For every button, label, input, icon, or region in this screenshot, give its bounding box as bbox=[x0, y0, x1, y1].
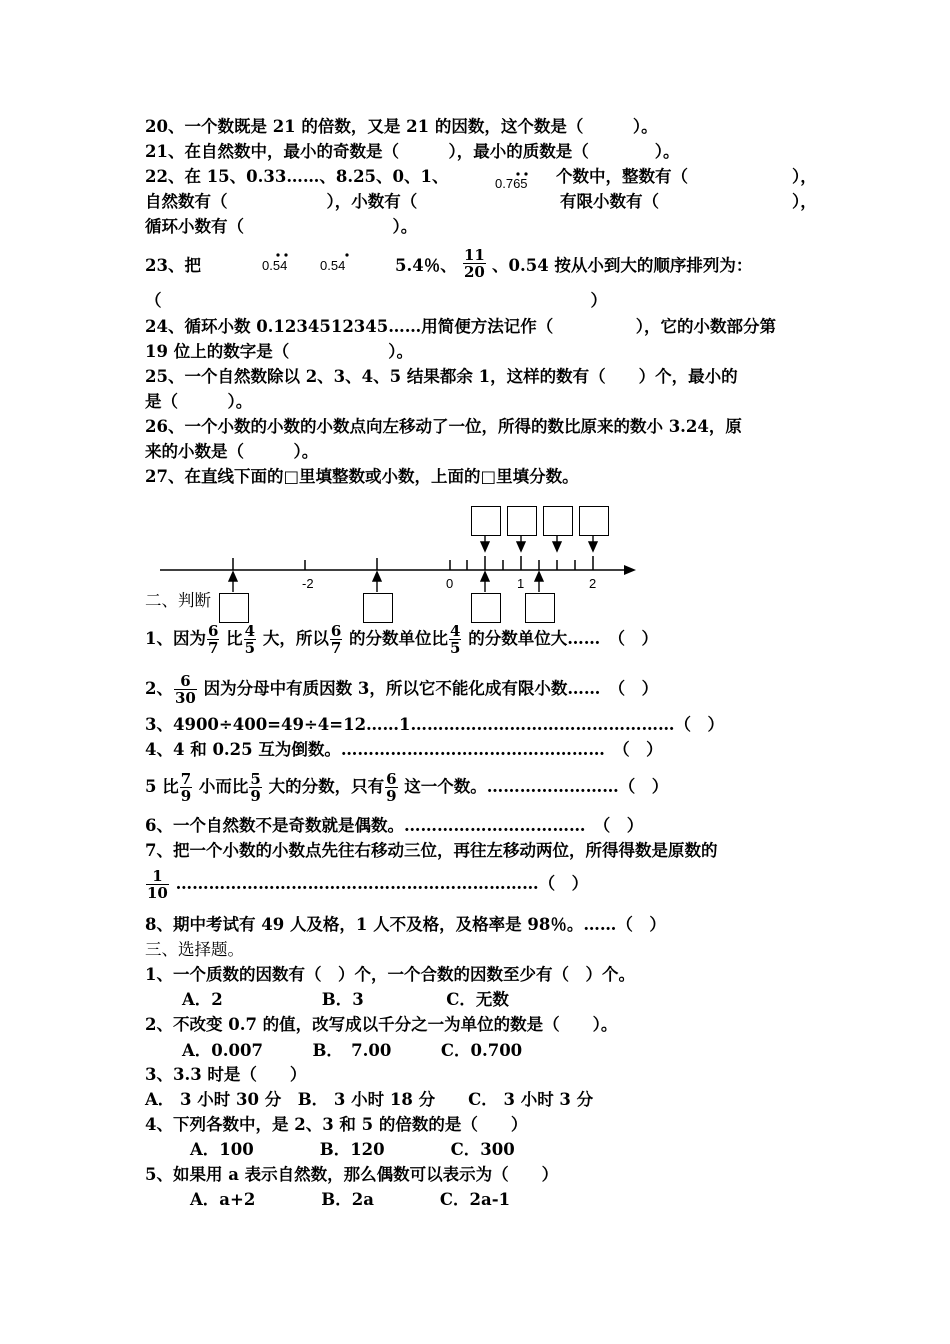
q22-text-d: 自然数有（ ），小数有（ bbox=[145, 192, 418, 211]
q27: 27、在直线下面的□里填整数或小数，上面的□里填分数。 bbox=[145, 467, 579, 486]
fraction-6-9 bbox=[385, 771, 397, 804]
numerator: 11 bbox=[464, 246, 485, 264]
judge-7-line1: 7、把一个小数的小数点先往右移动三位，再往左移动两位，所得得数是原数的 bbox=[145, 841, 718, 860]
q23-text-d: （ ） bbox=[145, 291, 607, 310]
answer-box-top-3[interactable] bbox=[543, 506, 573, 536]
choice-4: 4、下列各数中，是 2、3 和 5 的倍数的是（ ） bbox=[145, 1115, 528, 1134]
numerator: 4 bbox=[450, 622, 461, 640]
answer-box-bottom-2[interactable] bbox=[363, 593, 393, 623]
j5-text-a: 5 比 bbox=[145, 777, 179, 796]
answer-box-bottom-4[interactable] bbox=[525, 593, 555, 623]
q21: 21、在自然数中，最小的奇数是（ ），最小的质数是（ ）。 bbox=[145, 142, 680, 161]
j2-text-b: 因为分母中有质因数 3，所以它不能化成有限小数…… （ ） bbox=[203, 679, 659, 698]
axis-label-1: 1 bbox=[517, 576, 525, 591]
section2-title: 二、判断 bbox=[145, 591, 211, 610]
denominator: 10 bbox=[147, 884, 168, 902]
judge-6: 6、一个自然数不是奇数就是偶数。…………………………… （ ） bbox=[145, 816, 644, 835]
q25-line2: 是（ ）。 bbox=[145, 392, 253, 411]
judge-7-line2 bbox=[145, 866, 588, 902]
fraction-6-30 bbox=[174, 673, 197, 706]
choice-5-options: A．a+2 B．2a C．2a-1 bbox=[190, 1190, 511, 1209]
answer-box-top-4[interactable] bbox=[579, 506, 609, 536]
denominator: 5 bbox=[244, 639, 256, 657]
q23-number-1: 0.54 bbox=[262, 258, 288, 273]
j1-text-b: 比 bbox=[226, 629, 243, 648]
j5-text-d: 这一个数。……………………（ ） bbox=[404, 777, 669, 796]
q24-line1: 24、循环小数 0.1234512345……用简便方法记作（ ），它的小数部分第 bbox=[145, 317, 776, 336]
q25-line1: 25、一个自然数除以 2、3、4、5 结果都余 1，这样的数有（ ）个，最小的 bbox=[145, 367, 738, 386]
fraction-6-7 bbox=[207, 623, 219, 656]
fraction-5-9 bbox=[249, 771, 261, 804]
judge-4: 4、4 和 0.25 互为倒数。………………………………………… （ ） bbox=[145, 740, 663, 759]
numerator: 6 bbox=[386, 770, 397, 788]
q20: 20、一个数既是 21 的倍数，又是 21 的因数，这个数是（ ）。 bbox=[145, 117, 658, 136]
numerator: 6 bbox=[207, 622, 219, 640]
j2-text-a: 2、 bbox=[145, 679, 173, 698]
fraction-4-5 bbox=[244, 623, 256, 656]
denominator: 9 bbox=[250, 787, 261, 805]
j5-text-c: 大的分数，只有 bbox=[268, 777, 385, 796]
j7-text-b: …………………………………………………………（ ） bbox=[175, 874, 589, 893]
judge-2 bbox=[145, 672, 658, 706]
q22-text-a: 22、在 15、0.33……、8.25、0、1、 bbox=[145, 167, 449, 186]
fraction-1-10 bbox=[146, 868, 169, 901]
answer-box-bottom-1[interactable] bbox=[219, 593, 249, 623]
choice-1: 1、一个质数的因数有（ ）个，一个合数的因数至少有（ ）个。 bbox=[145, 965, 635, 984]
numerator: 1 bbox=[152, 867, 163, 885]
q22-number: 0.765 bbox=[495, 176, 528, 191]
q23-number-2: 0.54 bbox=[320, 258, 346, 273]
judge-5 bbox=[145, 770, 668, 804]
numerator: 6 bbox=[330, 622, 342, 640]
q22-text-g: 循环小数有（ ）。 bbox=[145, 217, 418, 236]
j1-text-a: 1、因为 bbox=[145, 629, 206, 648]
axis-label-minus2: -2 bbox=[302, 576, 314, 591]
numerator: 6 bbox=[180, 672, 191, 690]
choice-3: 3、3.3 时是（ ） bbox=[145, 1065, 307, 1084]
denominator: 20 bbox=[464, 263, 485, 281]
answer-box-top-1[interactable] bbox=[471, 506, 501, 536]
q22-text-c: ）， bbox=[792, 167, 817, 186]
numerator: 5 bbox=[250, 770, 261, 788]
q26-line1: 26、一个小数的小数的小数点向左移动了一位，所得的数比原来的数小 3.24，原 bbox=[145, 417, 742, 436]
q22-text-b: 个数中，整数有（ bbox=[556, 167, 688, 186]
q22-text-e: 有限小数有（ bbox=[560, 192, 659, 211]
choice-5: 5、如果用 a 表示自然数，那么偶数可以表示为（ ） bbox=[145, 1165, 559, 1184]
judge-3: 3、4900÷400=49÷4=12……1…………………………………………（ ） bbox=[145, 715, 725, 734]
denominator: 7 bbox=[330, 639, 342, 657]
fraction-4-5 bbox=[449, 623, 461, 656]
section3-title: 三、选择题。 bbox=[145, 940, 244, 959]
answer-box-top-2[interactable] bbox=[507, 506, 537, 536]
axis-label-0: 0 bbox=[446, 576, 454, 591]
fraction-7-9 bbox=[180, 771, 192, 804]
choice-2: 2、不改变 0.7 的值，改写成以千分之一为单位的数是（ ）。 bbox=[145, 1015, 618, 1034]
fraction-6-7 bbox=[330, 623, 342, 656]
choice-4-options: A．100 B．120 C．300 bbox=[190, 1140, 515, 1159]
axis-label-2: 2 bbox=[589, 576, 597, 591]
choice-1-options: A．2 B．3 C．无数 bbox=[182, 990, 509, 1009]
q23-text-c: 、0.54 按从小到大的顺序排列为： bbox=[492, 256, 753, 275]
choice-3-options: A． 3 小时 30 分 B． 3 小时 18 分 C． 3 小时 3 分 bbox=[145, 1090, 594, 1109]
answer-box-bottom-3[interactable] bbox=[471, 593, 501, 623]
q23-text-b: 5.4％、 bbox=[395, 256, 457, 275]
q22-text-f: ）， bbox=[792, 192, 817, 211]
q24-line2: 19 位上的数字是（ ）。 bbox=[145, 342, 413, 361]
judge-8: 8、期中考试有 49 人及格，1 人不及格，及格率是 98％。……（ ） bbox=[145, 915, 666, 934]
choice-2-options: A．0.007 B． 7.00 C．0.700 bbox=[182, 1041, 523, 1060]
denominator: 30 bbox=[174, 689, 196, 707]
denominator: 7 bbox=[207, 639, 219, 657]
q26-line2: 来的小数是（ ）。 bbox=[145, 442, 319, 461]
judge-1 bbox=[145, 622, 658, 656]
denominator: 9 bbox=[180, 787, 192, 805]
j1-text-d: 的分数单位比 bbox=[349, 629, 449, 648]
numerator: 7 bbox=[180, 770, 192, 788]
j5-text-b: 小而比 bbox=[198, 777, 249, 796]
denominator: 9 bbox=[386, 787, 397, 805]
denominator: 5 bbox=[450, 639, 461, 657]
number-line bbox=[0, 0, 950, 640]
q23-text-a: 23、把 bbox=[145, 256, 201, 275]
numerator: 4 bbox=[244, 622, 256, 640]
j1-text-e: 的分数单位大…… （ ） bbox=[468, 629, 658, 648]
j1-text-c: 大，所以 bbox=[262, 629, 329, 648]
